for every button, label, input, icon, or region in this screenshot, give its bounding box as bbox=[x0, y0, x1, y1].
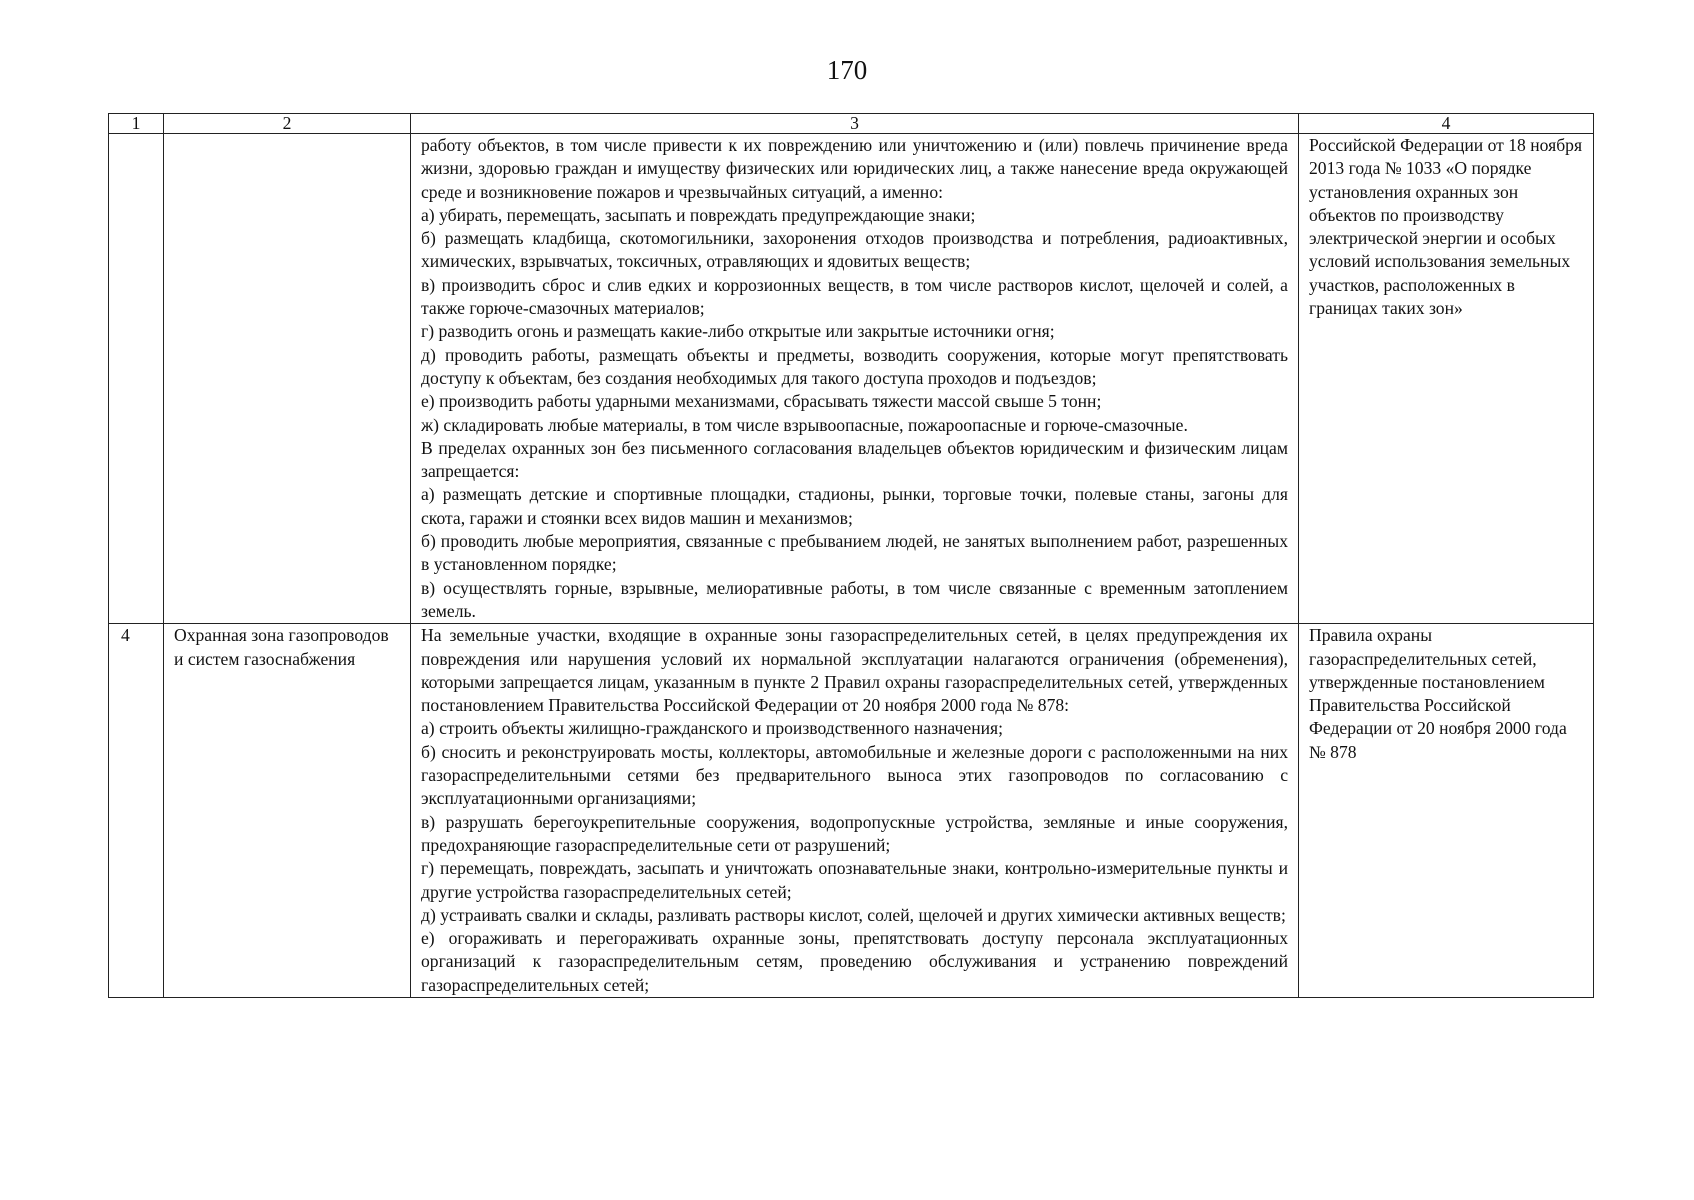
legal-reference: Правила охраны газораспределительных сетей, утвержденные постановлением Правительства Российской Федерации от 20 ноября 2000 года № 878 bbox=[1299, 624, 1594, 998]
document-table bbox=[108, 113, 1594, 998]
paragraph: работу объектов, в том числе привести к их повреждению или уничтожению и (или) повлечь причинение вреда жизни, здоровью граждан и имуществу физических или юридических лиц, а также нанесение вреда окружающей среде и возникновение пожаров и чрезвычайных ситуаций, а именно: bbox=[421, 135, 1288, 202]
paragraph: В пределах охранных зон без письменного согласования владельцев объектов юридическим и физическим лицам запрещается: bbox=[421, 437, 1288, 482]
column-header-4: 4 bbox=[1299, 114, 1594, 134]
legal-reference: Российской Федерации от 18 ноября 2013 года № 1033 «О порядке установления охранных зон объектов по производству электрической энергии и особых условий использования земельных участков, расположенных в границах таких зон» bbox=[1299, 134, 1594, 624]
paragraph: г) разводить огонь и размещать какие-либо открытые или закрытые источники огня; bbox=[421, 321, 1055, 342]
page-number: 170 bbox=[826, 55, 868, 85]
paragraph: д) устраивать свалки и склады, разливать растворы кислот, солей, щелочей и других химически активных веществ; bbox=[421, 904, 1286, 925]
table-header-row bbox=[109, 114, 1594, 134]
paragraph: г) перемещать, повреждать, засыпать и уничтожать опознавательные знаки, контрольно-измерительные пункты и другие устройства газораспределительных сетей; bbox=[421, 858, 1288, 902]
paragraph: а) убирать, перемещать, засыпать и повреждать предупреждающие знаки; bbox=[421, 204, 976, 225]
paragraph: На земельные участки, входящие в охранные зоны газораспределительных сетей, в целях предупреждения их повреждения или нарушения условий их нормальной эксплуатации налагаются ограничения (обременения), которыми запрещается лицам, указанным в пункте 2 Правил охраны газораспределительных сетей, утвержденных постановлением Правительства Российской Федерации от 20 ноября 2000 года № 878: bbox=[421, 625, 1288, 716]
paragraph: а) размещать детские и спортивные площадки, стадионы, рынки, торговые точки, полевые станы, загоны для скота, гаражи и стоянки всех видов машин и механизмов; bbox=[421, 484, 1288, 528]
column-header-2: 2 bbox=[164, 114, 411, 134]
paragraph: в) производить сброс и слив едких и коррозионных веществ, в том числе растворов кислот, щелочей и солей, а также горюче-смазочных материалов; bbox=[421, 274, 1288, 319]
restrictions-text bbox=[411, 134, 1299, 624]
paragraph: е) огораживать и перегораживать охранные зоны, препятствовать доступу персонала эксплуатационных организаций к газораспределительным сетям, проведению обслуживания и устранению повреждений газораспределительных сетей; bbox=[421, 928, 1288, 995]
row-number: 4 bbox=[109, 624, 164, 998]
paragraph: а) строить объекты жилищно-гражданского и производственного назначения; bbox=[421, 718, 1004, 739]
paragraph: е) производить работы ударными механизмами, сбрасывать тяжести массой свыше 5 тонн; bbox=[421, 391, 1102, 412]
paragraph: д) проводить работы, размещать объекты и предметы, возводить сооружения, которые могут препятствовать доступу к объектам, без создания необходимых для такого доступа проходов и подъездов; bbox=[421, 344, 1288, 388]
zone-name bbox=[164, 134, 411, 624]
paragraph: б) сносить и реконструировать мосты, коллекторы, автомобильные и железные дороги с расположенными на них газораспределительными сетями без предварительного выноса этих газопроводов по согласованию с эксплуатационными организациями; bbox=[421, 741, 1288, 809]
paragraph: в) осуществлять горные, взрывные, мелиоративные работы, в том числе связанные с временным затоплением земель. bbox=[421, 577, 1288, 621]
paragraph: ж) складировать любые материалы, в том числе взрывоопасные, пожароопасные и горюче-смазочные. bbox=[421, 414, 1188, 435]
paragraph: в) разрушать берегоукрепительные сооружения, водопропускные устройства, земляные и иные сооружения, предохраняющие газораспределительные сети от разрушений; bbox=[421, 811, 1288, 855]
column-header-1: 1 bbox=[109, 114, 164, 134]
table-row bbox=[109, 134, 1594, 624]
paragraph: б) проводить любые мероприятия, связанные с пребыванием людей, не занятых выполнением работ, разрешенных в установленном порядке; bbox=[421, 531, 1288, 575]
zone-name: Охранная зона газопроводов и систем газоснабжения bbox=[164, 624, 411, 998]
table-row bbox=[109, 624, 1594, 998]
paragraph: б) размещать кладбища, скотомогильники, захоронения отходов производства и потребления, радиоактивных, химических, взрывчатых, токсичных, отравляющих и ядовитых веществ; bbox=[421, 228, 1288, 272]
row-number bbox=[109, 134, 164, 624]
column-header-3: 3 bbox=[411, 114, 1299, 134]
restrictions-text bbox=[411, 624, 1299, 998]
